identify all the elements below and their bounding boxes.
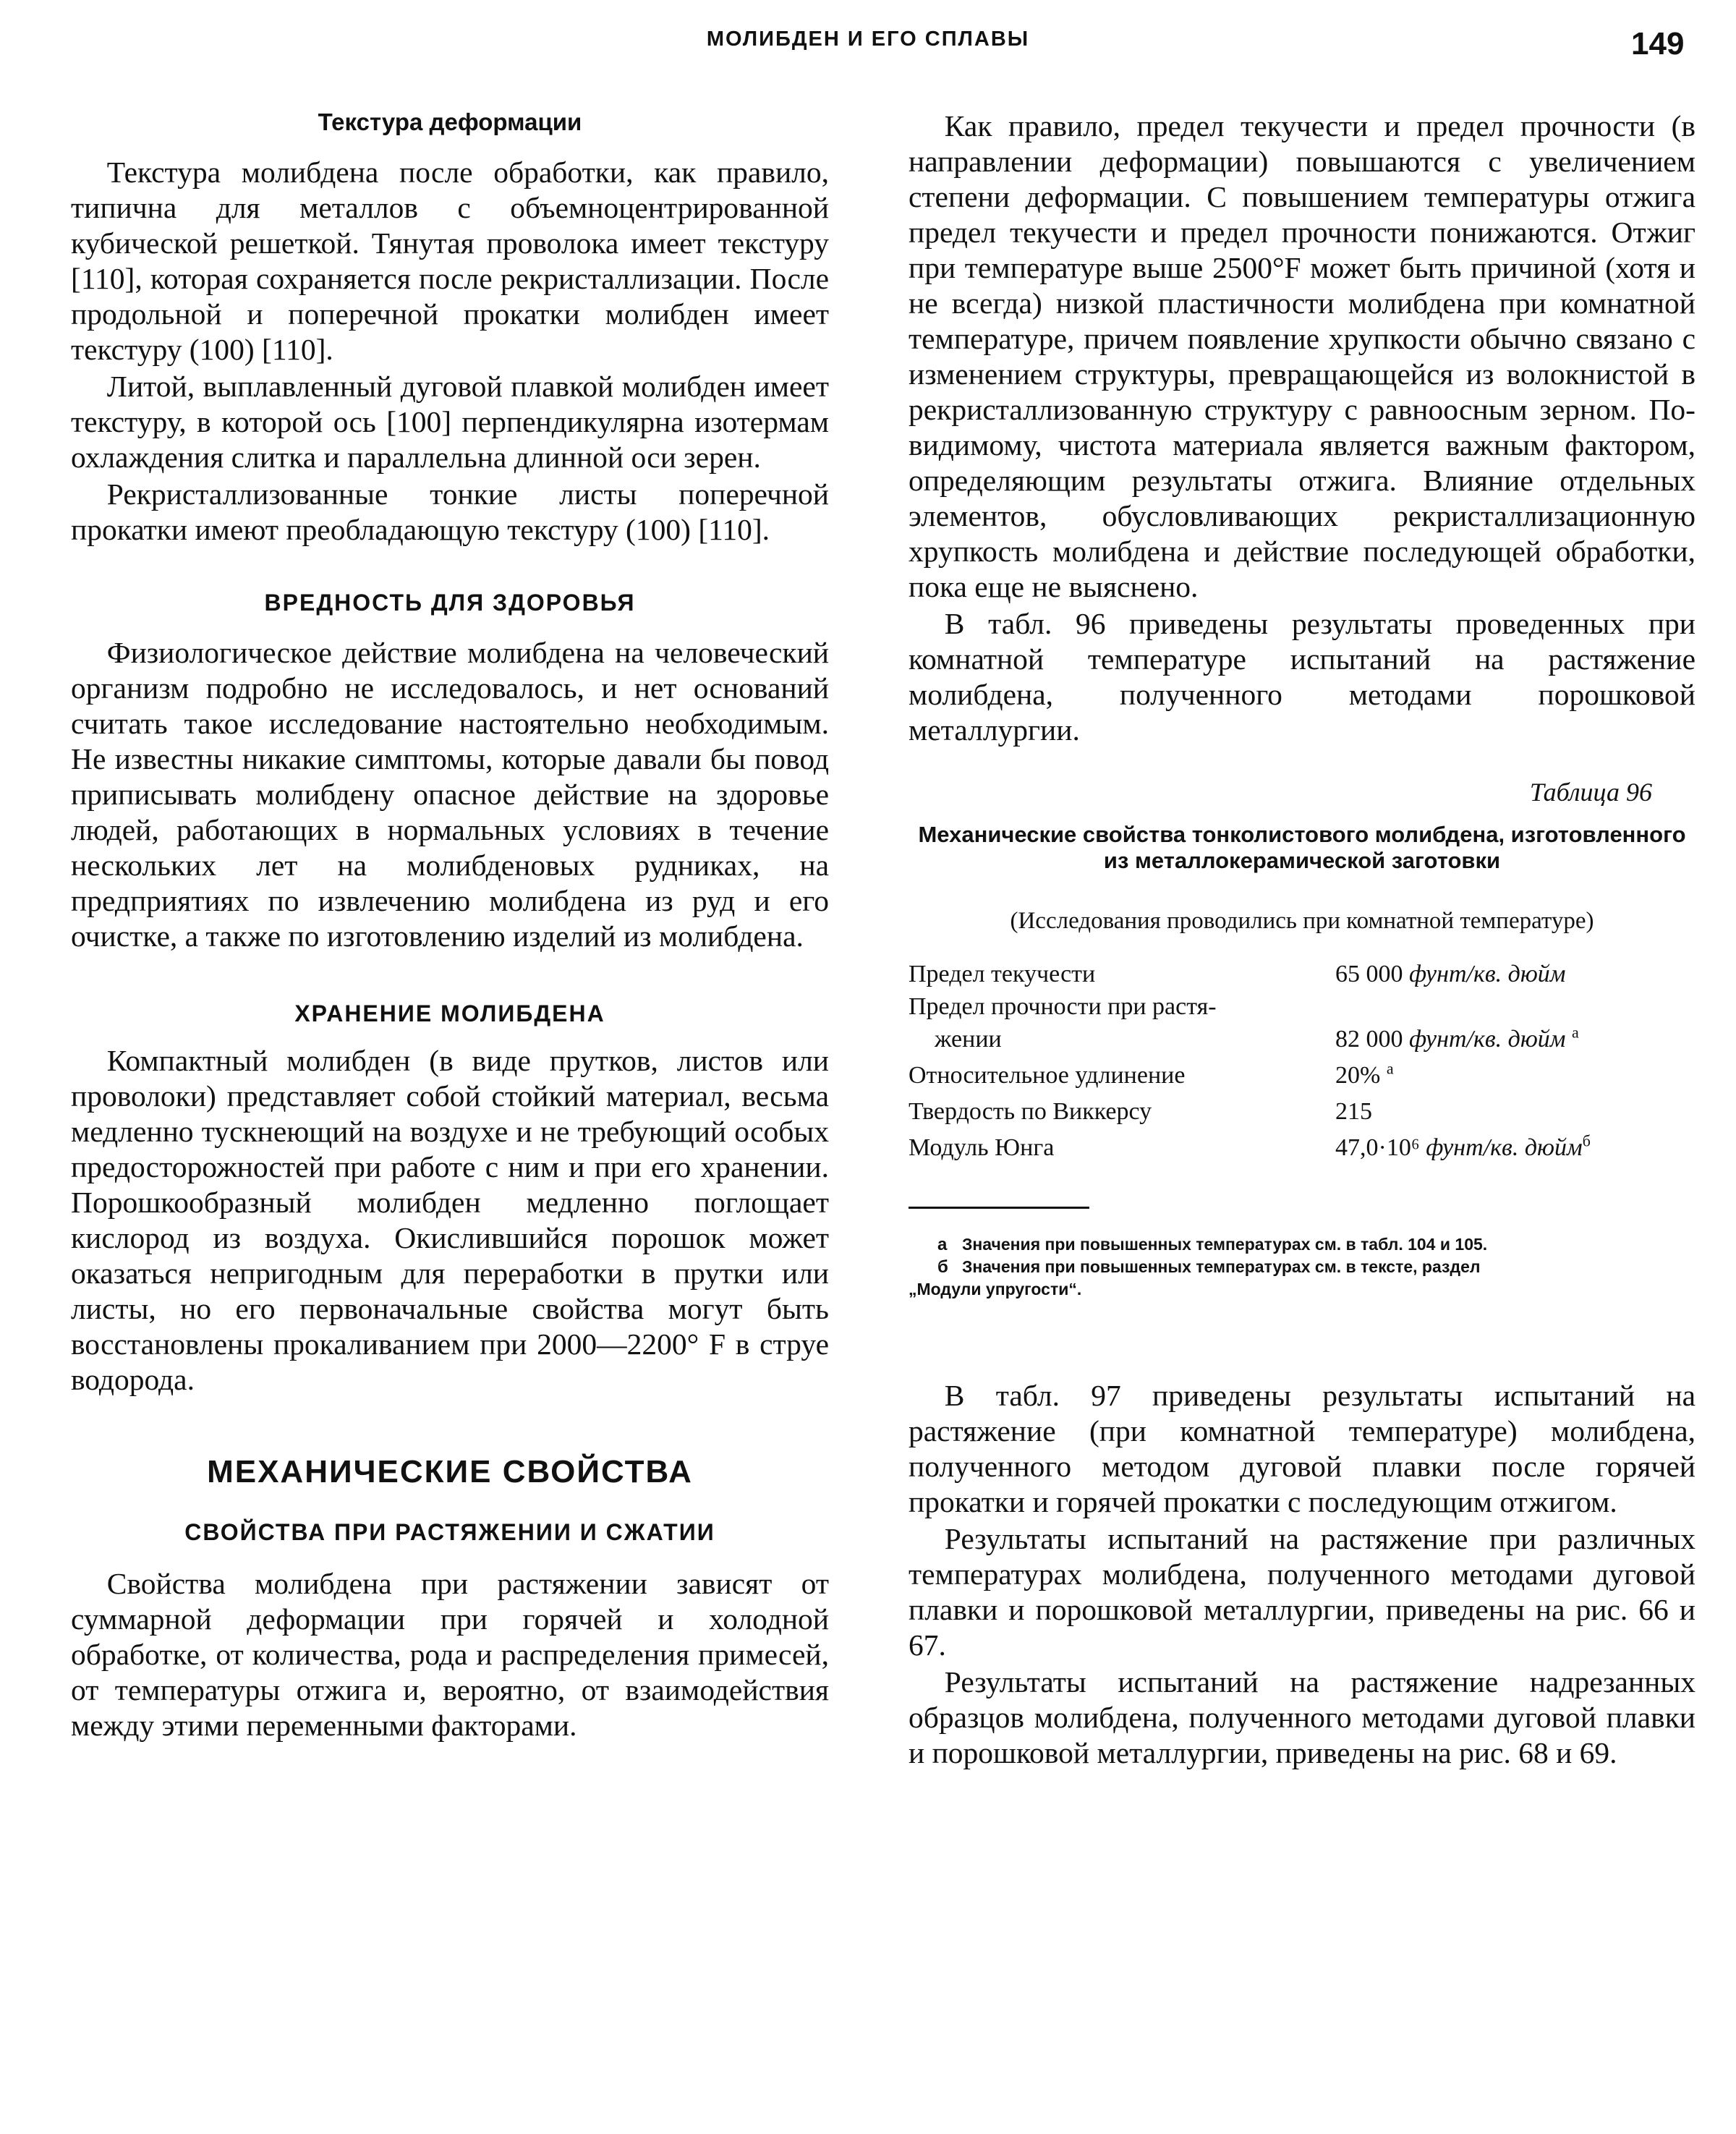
table-note: (Исследования проводились при комнатной температуре) [1010, 908, 1594, 934]
table-label: Таблица 96 [1529, 778, 1652, 807]
running-title: МОЛИБДЕН И ЕГО СПЛАВЫ [706, 27, 1030, 51]
health-paragraph: Физиологическое действие молибдена на человеческий организм подробно не исследовалось, и нет оснований считать такое исследование настоятельно необходимым. Не известны никакие симптомы, которые давали бы повод приписывать молибдену опасное действие на здоровье людей, работающих в нормальных условиях в течение нескольких лет на молибденовых рудниках, на предприятиях по извлечению молибдена из руд и его очистке, а также по изготовлению изделий из молибдена. [71, 636, 829, 953]
footnote-a: а Значения при повышенных температурах см. в табл. 104 и 105. [937, 1235, 1488, 1254]
texture-paragraph-1: Текстура молибдена после обработки, как правило, типична для металлов с объемноцентрированной кубической решеткой. Тянутая проволока имеет текстуру [110], которая сохраняется после рекристаллизации. После продольной и поперечной прокатки молибден имеет текстуру (100) [110]. [71, 156, 829, 366]
table-row [909, 1130, 1695, 1166]
property-value: 47,0·10⁶ фунт/кв. дюйм$^б$ [1335, 1131, 1591, 1161]
right-paragraph-4: Результаты испытаний на растяжение при различных температурах молибдена, полученного методами дуговой плавки и порошковой металлургии, приведены на рис. 66 и 67. [909, 1522, 1695, 1662]
right-paragraph-3: В табл. 97 приведены результаты испытаний на растяжение (при комнатной температуре) молибдена, полученного методом дуговой плавки после горячей прокатки и горячей прокатки с последующим отжигом. [909, 1379, 1695, 1518]
footnotes [909, 1233, 1695, 1300]
table-title: Механические свойства тонколистового молибдена, изготовленного из металлокерамической заготовки [918, 822, 1686, 873]
property-name: Предел текучести [909, 961, 1096, 987]
footnote-mark: б [1582, 1131, 1591, 1150]
right-paragraph-5: Результаты испытаний на растяжение надрезанных образцов молибдена, полученного методами дуговой плавки и порошковой металлургии, приведены на рис. 68 и 69. [909, 1665, 1695, 1769]
right-paragraph-2: В табл. 96 приведены результаты проведенных при комнатной температуре испытаний на растяжение молибдена, полученного методами порошковой металлургии. [909, 607, 1695, 747]
texture-paragraph-3: Рекристаллизованные тонкие листы поперечной прокатки имеют преобладающую текстуру (100) [110]. [71, 477, 829, 546]
table-row [909, 992, 1695, 1058]
property-value: 82 000 фунт/кв. дюйм $^а$ [1335, 1023, 1579, 1053]
texture-heading: Текстура деформации [318, 109, 582, 135]
table-row [909, 1058, 1695, 1094]
storage-heading: ХРАНЕНИЕ МОЛИБДЕНА [294, 1000, 605, 1026]
property-value: 215 [1335, 1098, 1372, 1125]
property-value: 65 000 фунт/кв. дюйм [1335, 961, 1566, 987]
mechanical-properties-heading: МЕХАНИЧЕСКИЕ СВОЙСТВА [207, 1454, 693, 1489]
page-number: 149 [1631, 26, 1685, 61]
property-name: Твердость по Виккерсу [909, 1098, 1152, 1125]
table-row [909, 1094, 1695, 1130]
storage-paragraph: Компактный молибден (в виде прутков, листов или проволоки) представляет собой стойкий материал, весьма медленно тускнеющий на воздухе и не требующий особых предосторожностей при работе с ним и при его хранении. Порошкообразный молибден медленно поглощает кислород из воздуха. Окислившийся порошок может оказаться непригодным для переработки в прутки или листы, но его первоначальные свойства могут быть восстановлены прокаливанием при 2000—2200° F в струе водорода. [71, 1044, 829, 1396]
left-column [71, 109, 829, 1743]
footnote-mark: а [1386, 1059, 1394, 1078]
health-heading: ВРЕДНОСТЬ ДЛЯ ЗДОРОВЬЯ [264, 590, 636, 616]
property-name: Относительное удлинение [909, 1062, 1186, 1089]
right-column [909, 109, 1695, 1771]
right-paragraph-1: Как правило, предел текучести и предел прочности (в направлении деформации) повышаются с увеличением степени деформации. С повышением температуры отжига предел текучести и предел прочности понижаются. Отжиг при температуре выше 2500°F может быть причиной (хотя и не всегда) низкой пластичности молибдена при комнатной температуре, причем появление хрупкости обычно связано с изменением структуры, превращающейся из волокнистой в рекристаллизованную структуру с равноосным зерном. По-видимому, чистота материала является важным фактором, определяющим результаты отжига. Влияние отдельных элементов, обусловливающих рекристаллизационную хрупкость молибдена и действие последующей обработки, пока еще не выяснено. [909, 109, 1695, 603]
properties-table [909, 956, 1695, 1166]
texture-paragraph-2: Литой, выплавленный дуговой плавкой молибден имеет текстуру, в которой ось [100] перпендикулярна изотермам охлаждения слитка и параллельна длинной оси зерен. [71, 370, 829, 474]
table-96 [909, 777, 1695, 1300]
table-row [909, 956, 1695, 992]
property-name: Модуль Юнга [909, 1134, 1055, 1161]
footnote-b: б Значения при повышенных температурах см. в тексте, раздел „Модули упругости“. [909, 1257, 1481, 1298]
footnote-mark: а [1572, 1023, 1579, 1042]
property-name: Предел прочности при растя- жении [909, 993, 1217, 1053]
tensile-heading: СВОЙСТВА ПРИ РАСТЯЖЕНИИ И СЖАТИИ [184, 1519, 715, 1545]
property-value: 20% $^а$ [1335, 1059, 1394, 1089]
footnote-rule [909, 1207, 1089, 1209]
tensile-paragraph: Свойства молибдена при растяжении зависят от суммарной деформации при горячей и холодной обработке, от количества, рода и распределения примесей, от температуры отжига и, вероятно, от взаимодействия между этими переменными факторами. [71, 1567, 829, 1742]
